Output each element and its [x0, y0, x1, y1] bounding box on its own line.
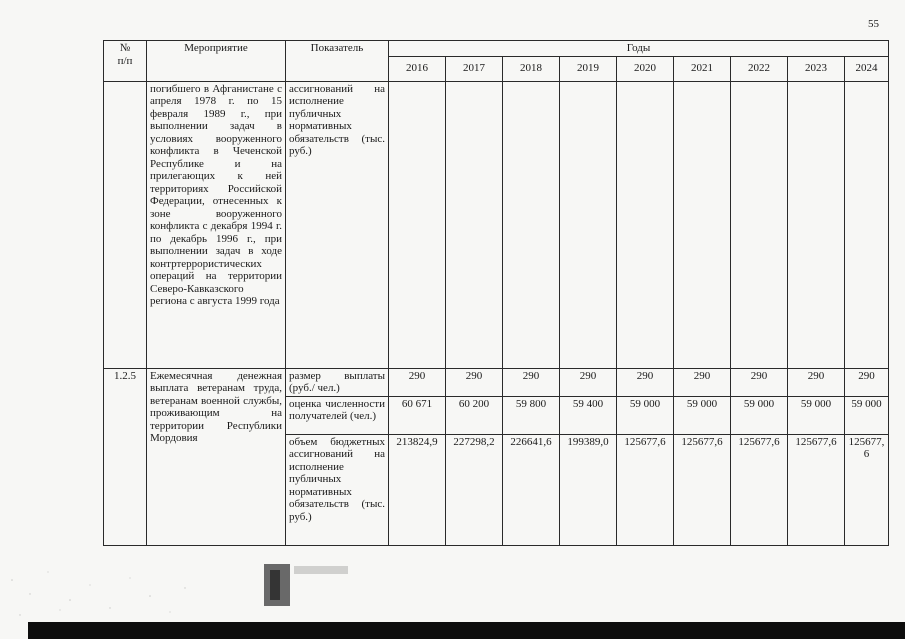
value-cell: 290: [389, 368, 446, 396]
value-cell: [731, 81, 788, 368]
header-number: № п/п: [104, 41, 147, 82]
header-year-2020: 2020: [617, 56, 674, 81]
row-number-cell: [104, 81, 147, 368]
value-cell: 290: [731, 368, 788, 396]
table-row-indicator: [104, 368, 889, 396]
value-cell: [617, 81, 674, 368]
value-cell: 213824,9: [389, 434, 446, 545]
header-indicator: Показатель: [286, 41, 389, 82]
indicator-text: объем бюджетных ассигнований на исполнение публичных нормативных обязательств (тыс. руб.): [286, 434, 389, 545]
value-cell: 290: [503, 368, 560, 396]
value-cell: [788, 81, 845, 368]
event-text: Ежемесячная денежная выплата ветеранам труда, ветеранам военной службы, проживающим на территории Республики Мордовия: [147, 368, 286, 545]
value-cell: 290: [617, 368, 674, 396]
row-number-cell: 1.2.5: [104, 368, 147, 545]
value-cell: 125677,6: [674, 434, 731, 545]
value-cell: 290: [845, 368, 889, 396]
header-year-2024: 2024: [845, 56, 889, 81]
header-years: Годы: [389, 41, 889, 57]
event-text: погибшего в Афганистане с апреля 1978 г. по 15 февраля 1989 г., при выполнении задач в условиях вооруженного конфликта в Чеченской Республике и на прилегающих к ней территориях Российской Федерации, отнесенных к зоне вооруженного конфликта с декабря 1994 г. по декабрь 1996 г., при выполнении задач в ходе контртеррористических операций на территории Северо-Кавказского региона с августа 1999 года: [147, 81, 286, 368]
page-number: 55: [868, 18, 879, 30]
scan-bottom-border: [28, 622, 905, 639]
indicator-text: ассигнований на исполнение публичных нормативных обязательств (тыс. руб.): [286, 81, 389, 368]
value-cell: 290: [674, 368, 731, 396]
value-cell: 290: [560, 368, 617, 396]
header-year-2021: 2021: [674, 56, 731, 81]
header-year-2016: 2016: [389, 56, 446, 81]
indicator-text: размер выплаты (руб./ чел.): [286, 368, 389, 396]
table-row-continuation: [104, 81, 889, 368]
header-year-2017: 2017: [446, 56, 503, 81]
scan-noise: [0, 560, 210, 622]
header-year-2023: 2023: [788, 56, 845, 81]
indicator-text: оценка численности получателей (чел.): [286, 396, 389, 434]
value-cell: 59 000: [617, 396, 674, 434]
header-event: Мероприятие: [147, 41, 286, 82]
value-cell: [503, 81, 560, 368]
value-cell: 125677,6: [788, 434, 845, 545]
value-cell: 59 000: [845, 396, 889, 434]
value-cell: 125677,6: [731, 434, 788, 545]
header-year-2022: 2022: [731, 56, 788, 81]
value-cell: 290: [788, 368, 845, 396]
header-year-2018: 2018: [503, 56, 560, 81]
value-cell: 59 000: [731, 396, 788, 434]
value-cell: 125677,6: [845, 434, 889, 545]
value-cell: 227298,2: [446, 434, 503, 545]
value-cell: [389, 81, 446, 368]
header-year-2019: 2019: [560, 56, 617, 81]
value-cell: [845, 81, 889, 368]
value-cell: [446, 81, 503, 368]
value-cell: 59 000: [674, 396, 731, 434]
value-cell: 59 400: [560, 396, 617, 434]
value-cell: [674, 81, 731, 368]
value-cell: 290: [446, 368, 503, 396]
value-cell: 60 671: [389, 396, 446, 434]
scan-artifact: [262, 560, 352, 610]
value-cell: 59 000: [788, 396, 845, 434]
program-table: [103, 40, 889, 546]
value-cell: 199389,0: [560, 434, 617, 545]
value-cell: 226641,6: [503, 434, 560, 545]
header-row-1: [104, 41, 889, 57]
value-cell: 125677,6: [617, 434, 674, 545]
value-cell: [560, 81, 617, 368]
value-cell: 60 200: [446, 396, 503, 434]
value-cell: 59 800: [503, 396, 560, 434]
